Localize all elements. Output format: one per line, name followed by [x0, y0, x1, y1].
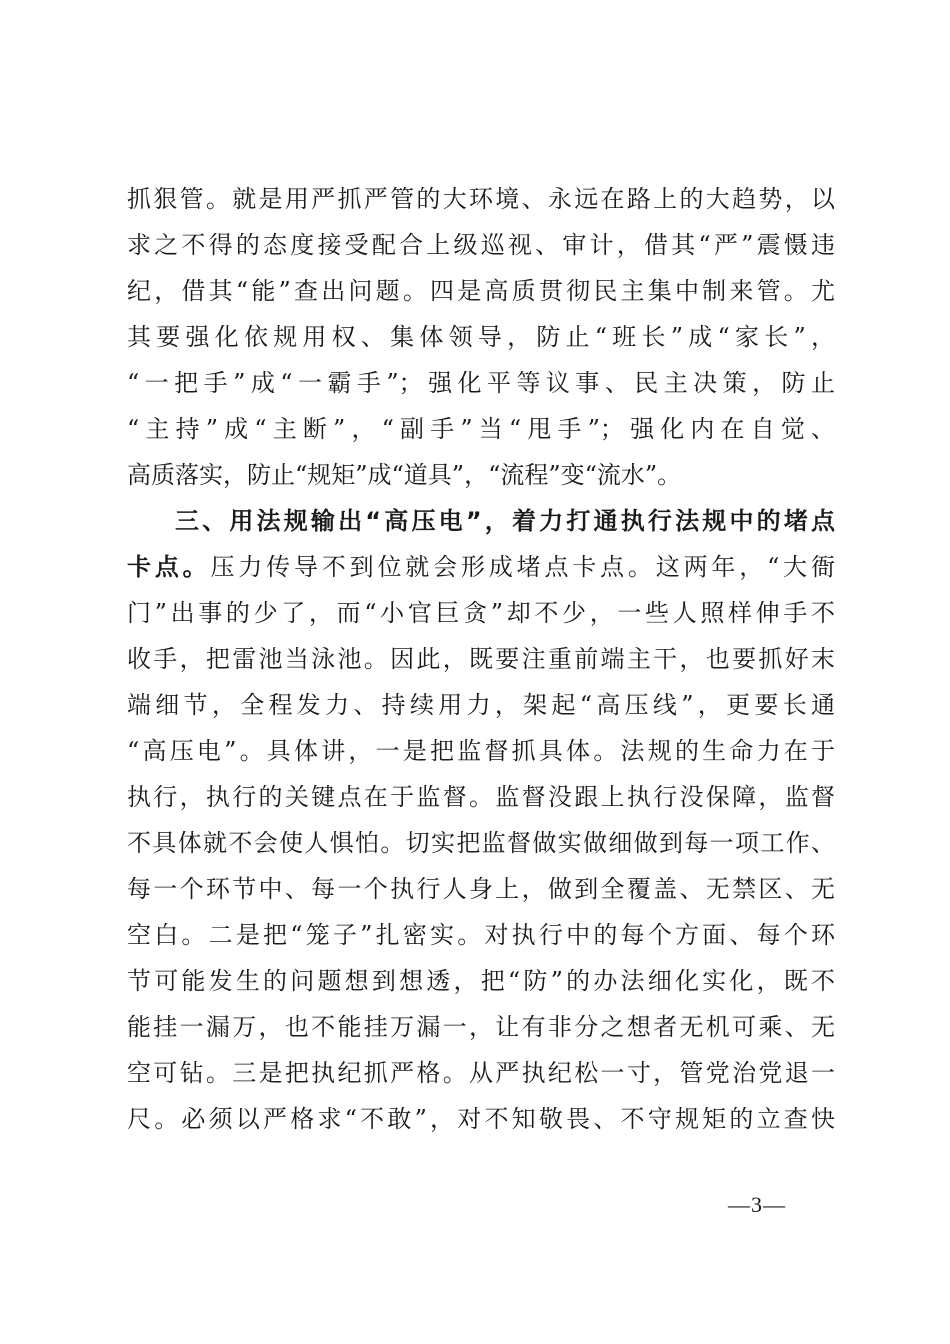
- section-heading-continuation: [127, 544, 835, 590]
- paragraph-line: 能挂一漏万，也不能挂万漏一，让有非分之想者无机可乘、无: [127, 1013, 835, 1041]
- paragraph-line: 收手，把雷池当泳池。因此，既要注重前端主干，也要抓好末: [127, 645, 835, 673]
- paragraph-line: 空可钻。三是把执纪抓严格。从严执纪松一寸，管党治党退一: [127, 1059, 835, 1087]
- paragraph-line: 空白。二是把“笼子”扎密实。对执行中的每个方面、每个环: [127, 921, 835, 949]
- page-number: —3—: [728, 1192, 786, 1217]
- paragraph-line: 求之不得的态度接受配合上级巡视、审计，借其“严”震慑违: [127, 231, 835, 259]
- paragraph-line: 抓狠管。就是用严抓严管的大环境、永远在路上的大趋势，以: [127, 185, 835, 213]
- paragraph-line: 执行，执行的关键点在于监督。监督没跟上执行没保障，监督: [127, 783, 835, 811]
- section-heading-end: 卡点。: [127, 553, 211, 581]
- paragraph-line: 高质落实，防止“规矩”成“道具”，“流程”变“流水”。: [127, 461, 682, 489]
- paragraph-line: 尺。必须以严格求“不敢”，对不知敬畏、不守规矩的立查快: [127, 1105, 835, 1133]
- paragraph-line: 每一个环节中、每一个执行人身上，做到全覆盖、无禁区、无: [127, 875, 835, 903]
- paragraph-line: “主持”成“主断”，“副手”当“甩手”；强化内在自觉、: [127, 415, 835, 443]
- section-heading: 三、用法规输出“高压电”，着力打通执行法规中的堵点: [175, 507, 835, 535]
- paragraph-line: “高压电”。具体讲，一是把监督抓具体。法规的生命力在于: [127, 737, 835, 765]
- paragraph-line: 门”出事的少了，而“小官巨贪”却不少，一些人照样伸手不: [127, 599, 835, 627]
- paragraph-line: 其要强化依规用权、集体领导，防止“班长”成“家长”，: [127, 323, 835, 351]
- paragraph-line: 端细节，全程发力、持续用力，架起“高压线”，更要长通: [127, 691, 835, 719]
- paragraph-line: 节可能发生的问题想到想透，把“防”的办法细化实化，既不: [127, 967, 835, 995]
- paragraph-line: 不具体就不会使人惧怕。切实把监督做实做细做到每一项工作、: [127, 829, 835, 857]
- paragraph-text: 压力传导不到位就会形成堵点卡点。这两年，“大衙: [210, 553, 836, 581]
- paragraph-line: 纪，借其“能”查出问题。四是高质贯彻民主集中制来管。尤: [127, 277, 835, 305]
- paragraph-line: “一把手”成“一霸手”；强化平等议事、民主决策，防止: [127, 369, 835, 397]
- document-body: [127, 176, 835, 1142]
